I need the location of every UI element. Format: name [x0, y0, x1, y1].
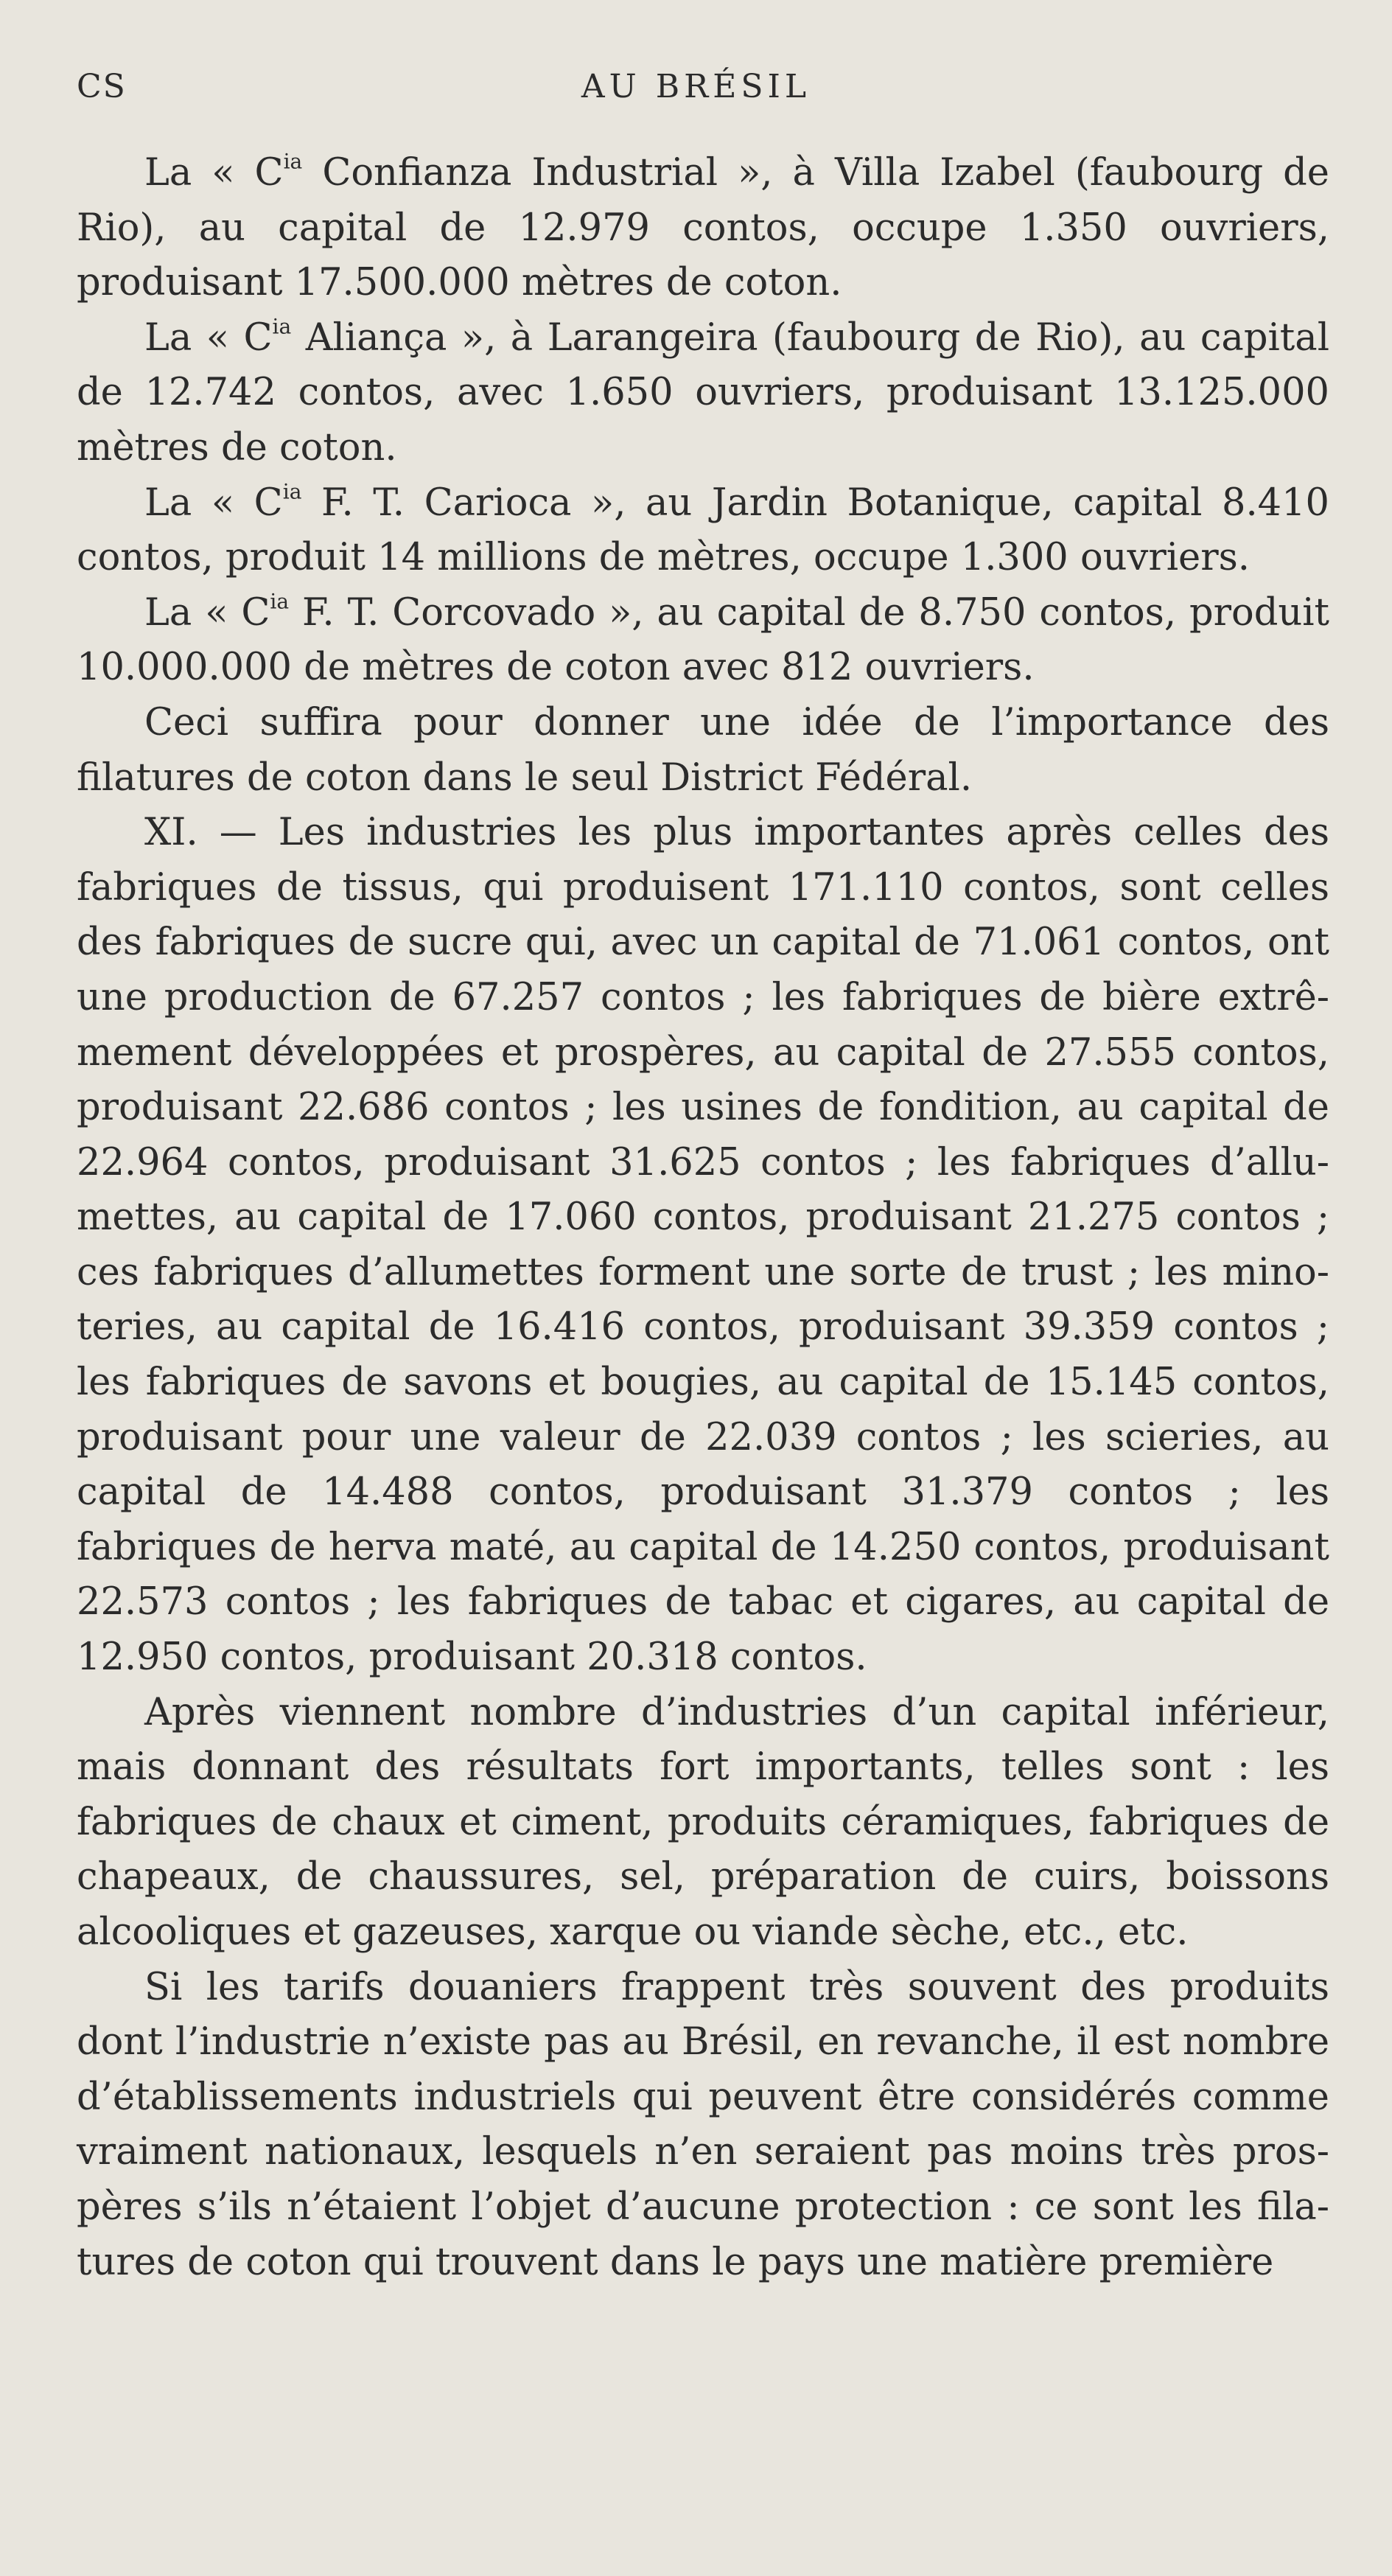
paragraph-other-industries: Après viennent nombre d’industries d’un capital inférieur, mais donnant des résultats fort importants, telles sont : les fabriques de chaux et ciment, produits céramiques, fabriques de chapeaux, de chaussures, sel, préparation de cuirs, boissons alcooliques et gazeuses, xarque ou viande sèche, etc., etc.: [77, 1690, 1329, 1954]
paragraph-alianca: La « $C^{ia}$ Aliança », à Larangeira (faubourg de Rio), au capital de 12.742 contos, avec 1.650 ouvriers, produisant 13.125.000 mètres de coton.: [77, 314, 1330, 470]
paragraph-carioca: La « $C^{ia}$ F. T. Carioca », au Jardin Botanique, capital 8.410 contos, produit 14 millions de mètres, occupe 1.300 ouvriers.: [77, 479, 1329, 580]
paragraph-tariffs: Si les tarifs douaniers frappent très souvent des produits dont l’industrie n’existe pas au Brésil, en revanche, il est nombre d’établissements industriels qui peuvent être considérés comme vraiment nationaux, lesquels n’en seraient pas moins très prospères s’ils n’étaient l’objet d’aucune protection : ce sont les filatures de coton qui trouvent dans le pays une matière première: [77, 1965, 1329, 2284]
page-number: CS: [77, 68, 127, 105]
paragraph-corcovado: La « $C^{ia}$ F. T. Corcovado », au capital de 8.750 contos, produit 10.000.000 de mètres de coton avec 812 ouvriers.: [77, 589, 1330, 690]
body-text: [77, 146, 1329, 2290]
paragraph-section-xi: XI. — Les industries les plus importantes après celles des fabriques de tissus, qui produisent 171.110 contos, sont celles des fabriques de sucre qui, avec un capital de 71.061 contos, ont une production de 67.257 contos ; les fabriques de bière extrêmement développées et prospères, au capital de 27.555 contos, produisant 22.686 contos ; les usines de fondition, au capital de 22.964 contos, produisant 31.625 contos ; les fabriques d’allumettes, au capital de 17.060 contos, produisant 21.275 contos ; ces fabriques d’allumettes forment une sorte de trust ; les minoteries, au capital de 16.416 contos, produisant 39.359 contos ; les fabriques de savons et bougies, au capital de 15.145 contos, produisant pour une valeur de 22.039 contos ; les scieries, au capital de 14.488 contos, produisant 31.379 contos ; les fabriques de herva maté, au capital de 14.250 contos, produisant 22.573 contos ; les fabriques de tabac et cigares, au capital de 12.950 contos, produisant 20.318 contos.: [77, 811, 1329, 1680]
running-title: AU BRÉSIL: [581, 68, 811, 105]
page-header: [77, 68, 1315, 112]
paragraph-summary: Ceci suffira pour donner une idée de l’importance des filatures de coton dans le seul District Fédéral.: [77, 700, 1329, 800]
paragraph-confianza: La « $C^{ia}$ Confianza Industrial », à Villa Izabel (faubourg de Rio), au capital de 12.979 contos, occupe 1.350 ouvriers, produisant 17.500.000 mètres de coton.: [77, 149, 1329, 305]
